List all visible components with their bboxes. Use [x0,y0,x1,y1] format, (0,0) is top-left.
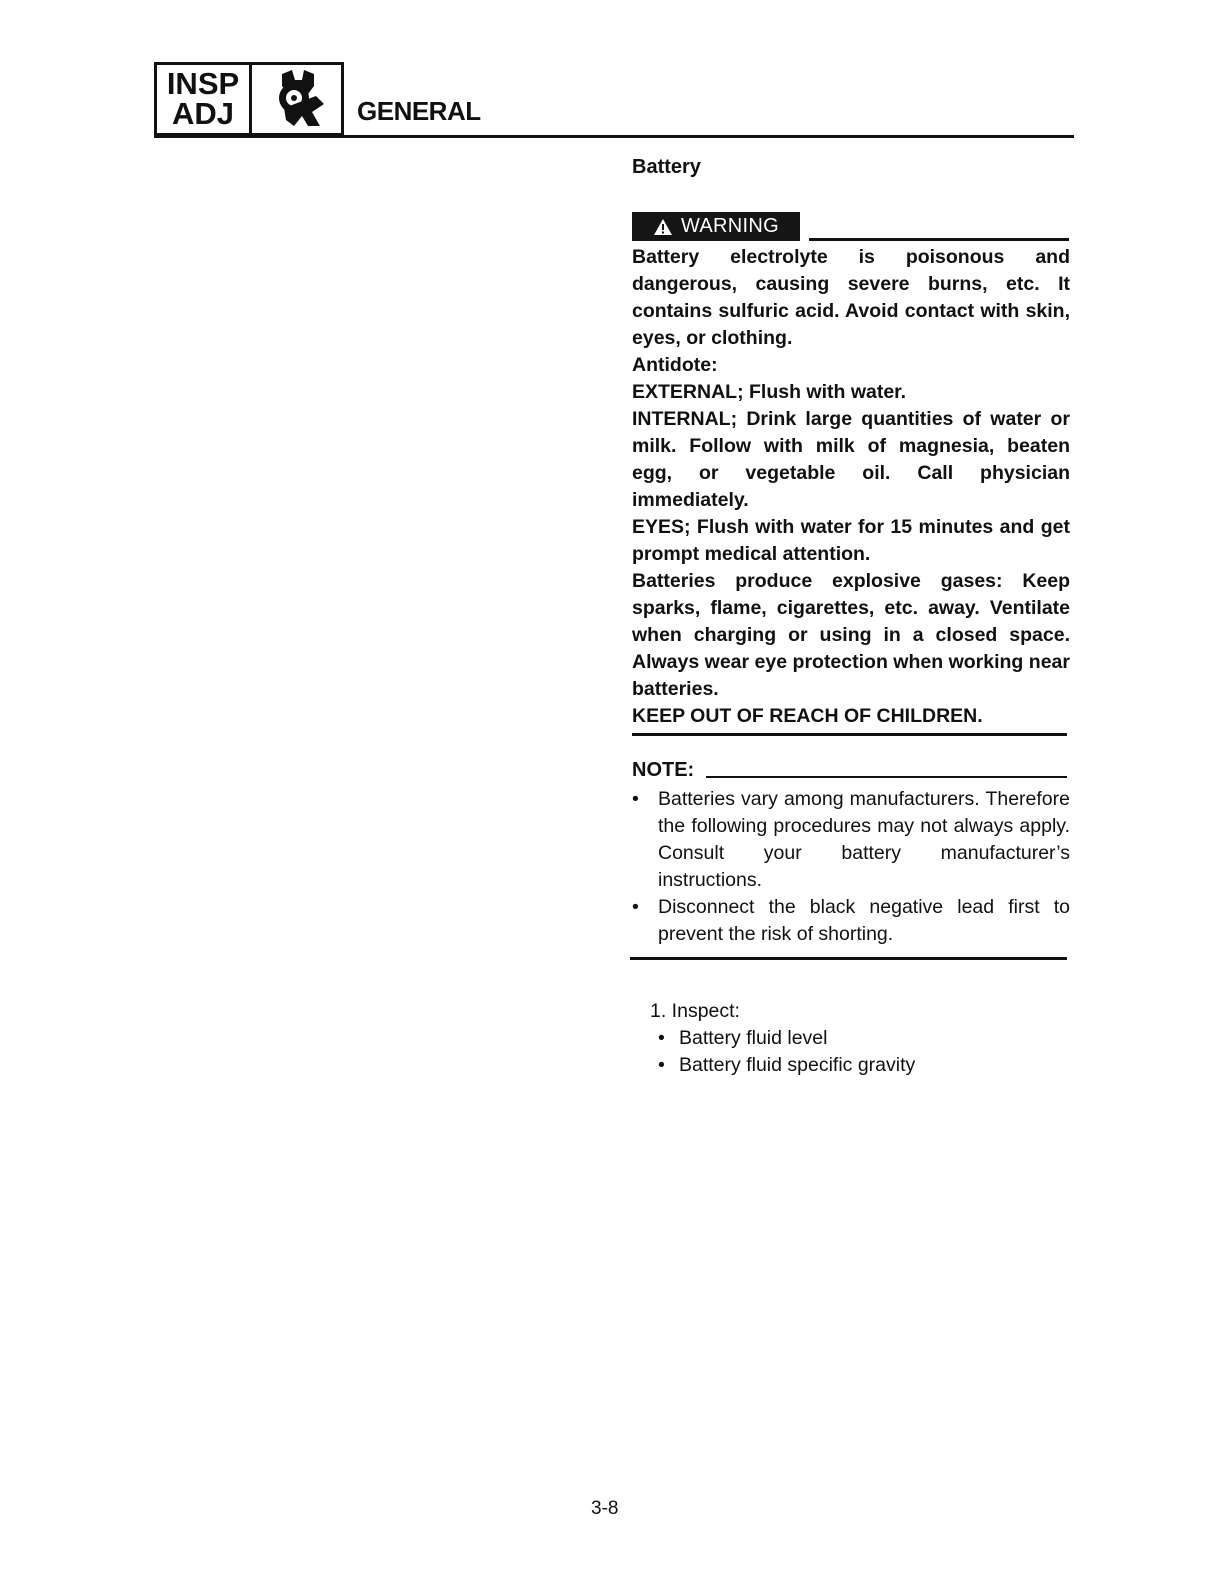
section-tab [154,62,344,136]
note-divider [706,776,1067,778]
note-item-text: Batteries vary among manufacturers. Therefore the following procedures may not always apply. Consult your battery manufacturer’s instructions. [658,788,1070,891]
warning-label: WARNING [680,215,780,237]
note-item-text: Disconnect the black negative lead first to prevent the risk of shorting. [658,896,1070,945]
note-header [632,759,1070,787]
inspection-wrench-icon [252,65,341,133]
bullet-icon: • [658,1027,665,1049]
header-divider [154,135,1074,138]
list-item [632,786,1070,894]
step-item-text: Battery fluid specific gravity [679,1054,916,1076]
warning-divider [809,238,1069,241]
warning-header [632,212,1070,242]
warning-paragraph: Battery electrolyte is poisonous and dangerous, causing severe burns, etc. It contains sulfuric acid. Avoid contact with skin, eyes, or clothing. [632,246,1070,349]
section-title: GENERAL [357,96,481,126]
bullet-icon: • [632,788,639,810]
step-title: 1. Inspect: [650,1000,740,1022]
step-list [632,1025,1070,1079]
step-item-text: Battery fluid level [679,1027,828,1049]
subheading: Battery [632,156,701,178]
warning-paragraph: INTERNAL; Drink large quantities of water or milk. Follow with milk of magnesia, beaten egg, or vegetable oil. Call physician immediately. [632,408,1070,511]
warning-body [632,244,1070,730]
note-list [632,786,1070,948]
list-item [632,1052,1070,1079]
warning-paragraph: Batteries produce explosive gases: Keep sparks, flame, cigarettes, etc. away. Ventilate when charging or using in a closed space. Always wear eye protection when working near batteries. [632,570,1070,700]
section-code-line2: ADJ [171,96,234,131]
section-code [157,65,252,133]
note-label: NOTE: [632,759,695,781]
warning-paragraph: EXTERNAL; Flush with water. [632,381,907,403]
page-number: 3-8 [591,1498,619,1519]
warning-paragraph: EYES; Flush with water for 15 minutes and get prompt medical attention. [632,516,1070,565]
note-end-divider [630,957,1067,960]
list-item [632,894,1070,948]
bullet-icon: • [658,1054,665,1076]
section-code-line1: INSP [166,66,240,101]
warning-end-divider [632,733,1067,736]
warning-triangle-icon [653,218,673,236]
list-item [632,1025,1070,1052]
warning-paragraph: KEEP OUT OF REACH OF CHILDREN. [632,705,983,727]
warning-paragraph: Antidote: [632,354,718,376]
warning-badge [632,212,800,241]
inspection-step [632,998,1070,1079]
bullet-icon: • [632,896,639,918]
